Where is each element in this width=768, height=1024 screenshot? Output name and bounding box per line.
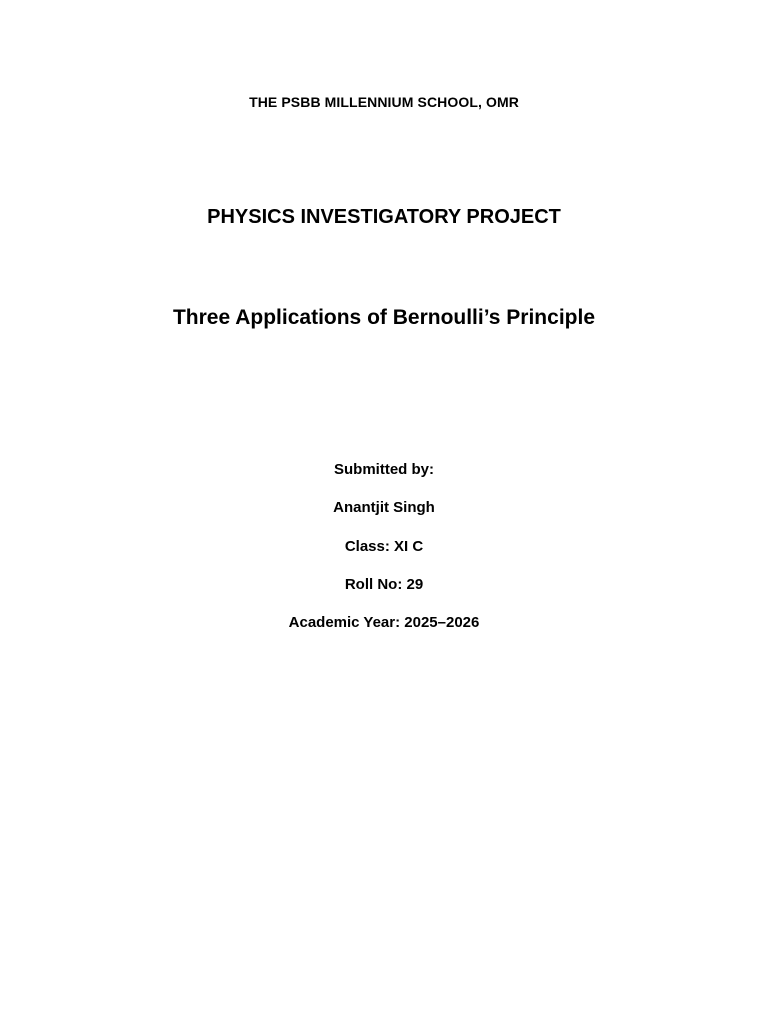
- student-class: Class: XI C: [344, 538, 424, 555]
- academic-year: Academic Year: 2025–2026: [288, 614, 480, 631]
- project-heading: PHYSICS INVESTIGATORY PROJECT: [207, 206, 561, 228]
- submitted-by-label: Submitted by:: [334, 461, 434, 478]
- project-title: Three Applications of Bernoulli’s Principle: [172, 306, 595, 329]
- student-name: Anantjit Singh: [333, 499, 435, 516]
- roll-number: Roll No: 29: [344, 576, 424, 593]
- school-name: THE PSBB MILLENNIUM SCHOOL, OMR: [249, 94, 519, 110]
